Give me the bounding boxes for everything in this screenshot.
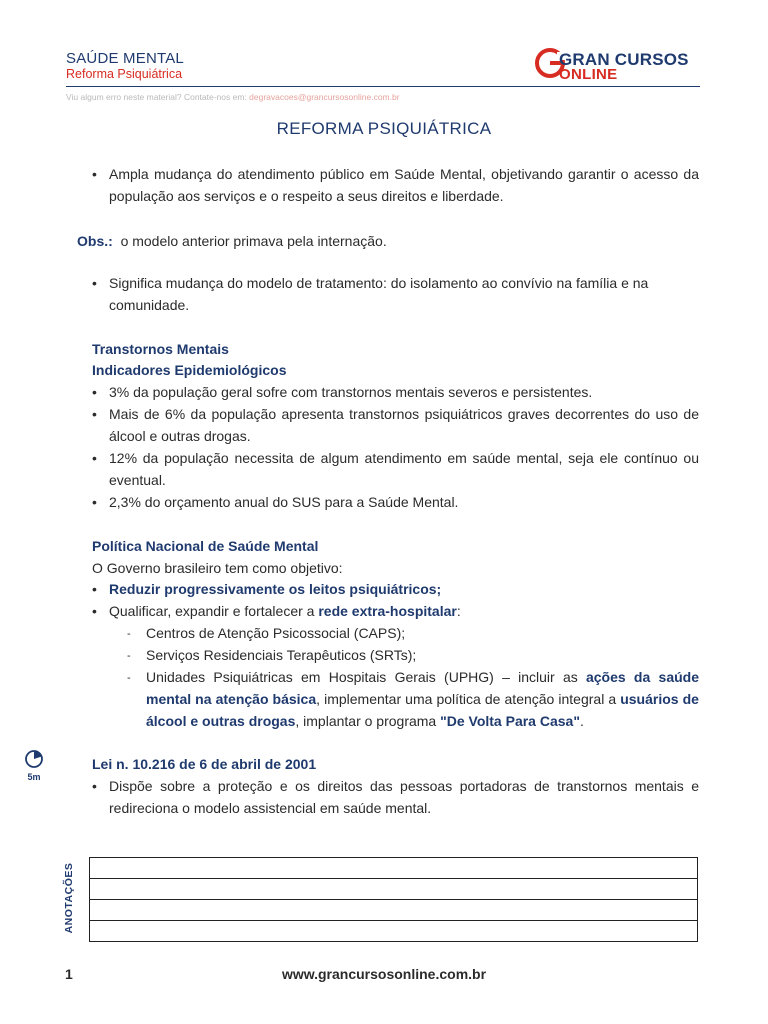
page-title: REFORMA PSIQUIÁTRICA [276, 119, 492, 138]
footer-website[interactable]: www.grancursosonline.com.br [281, 966, 487, 982]
politica-bullet-2 [109, 600, 699, 622]
gran-cursos-logo [535, 48, 701, 84]
bullet-dot: • [92, 581, 97, 597]
notes-label-text: ANOTAÇÕES [63, 862, 75, 934]
bullet-dot: • [92, 778, 97, 794]
text-run: : [456, 603, 461, 619]
header-divider [66, 86, 700, 87]
obs-label: Obs.: [77, 233, 113, 249]
notes-line [90, 878, 697, 879]
indicator-item: 12% da população necessita de algum atendimento em saúde mental, seja ele contínuo ou eventual. [109, 450, 699, 488]
politica-intro: O Governo brasileiro tem como objetivo: [92, 560, 343, 576]
dash-marker: - [127, 672, 131, 684]
heading-indicadores: Indicadores Epidemiológicos [92, 362, 287, 378]
indicator-item: 3% da população geral sofre com transtornos mentais severos e persistentes. [109, 384, 593, 400]
intro-bullet-1: Ampla mudança do atendimento público em Saúde Mental, objetivando garantir o acesso da população aos serviços e o respeito a seus direitos e liberdade. [109, 166, 699, 204]
bullet-dot: • [92, 166, 97, 182]
heading-politica-nacional: Política Nacional de Saúde Mental [92, 538, 319, 554]
bullet-dot: • [92, 450, 97, 466]
intro-bullet-2: Significa mudança do modelo de tratamento: do isolamento ao convívio na família e na comunidade. [109, 275, 649, 313]
politica-bullet-1 [109, 578, 699, 600]
politica-bullet-1-text: Reduzir progressivamente os leitos psiquiátricos; [109, 581, 442, 597]
bullet-dot: • [92, 406, 97, 422]
obs-note [77, 230, 697, 252]
notes-line [90, 920, 697, 921]
text-run: , implementar uma política de atenção integral a [316, 691, 621, 707]
page-number: 1 [65, 966, 73, 982]
obs-text: o modelo anterior primava pela internação. [120, 233, 387, 249]
text-run-bold: ações da saúde mental na atenção básica [146, 669, 699, 707]
bullet-dot: • [92, 603, 97, 619]
notes-line [90, 899, 697, 900]
timer-label: 5m [27, 772, 41, 782]
text-run-bold: rede extra-hospitalar [318, 603, 457, 619]
text-run-bold: "De Volta Para Casa" [440, 713, 580, 729]
indicator-item: Mais de 6% da população apresenta transtornos psiquiátricos graves decorrentes do uso de álcool e outras drogas. [109, 406, 699, 444]
contact-prefix: Viu algum erro neste material? Contate-nos em: [66, 92, 250, 102]
bullet-dot: • [92, 494, 97, 510]
bullet-dot: • [92, 384, 97, 400]
politica-sub-item: Serviços Residenciais Terapêuticos (SRTs); [146, 647, 417, 663]
bullet-dot: • [92, 275, 97, 291]
dash-marker: - [127, 650, 131, 662]
logo-text-online: ONLINE [559, 66, 618, 83]
contact-notice [66, 92, 400, 102]
indicator-item: 2,3% do orçamento anual do SUS para a Saúde Mental. [109, 494, 459, 510]
notes-label [58, 858, 80, 938]
logo-text-gran-cursos: GRAN CURSOS [559, 50, 689, 69]
text-run: . [579, 713, 584, 729]
contact-email-link[interactable]: degravacoes@grancursosonline.com.br [249, 92, 400, 102]
dash-marker: - [127, 628, 131, 640]
lei-bullet: Dispõe sobre a proteção e os direitos das pessoas portadoras de transtornos mentais e redireciona o modelo assistencial em saúde mental. [109, 778, 699, 816]
politica-sub-item: Centros de Atenção Psicossocial (CAPS); [146, 625, 406, 641]
header-course-subtitle: Reforma Psiquiátrica [66, 67, 183, 81]
text-run: , implantar o programa [295, 713, 441, 729]
timer-icon [24, 749, 44, 769]
text-run: Unidades Psiquiátricas em Hospitais Gerais (UPHG) – incluir as [146, 669, 586, 685]
text-run: Qualificar, expandir e fortalecer a [109, 603, 319, 619]
notes-box[interactable] [89, 857, 698, 942]
heading-lei: Lei n. 10.216 de 6 de abril de 2001 [92, 756, 317, 772]
header-course-title: SAÚDE MENTAL [66, 50, 184, 67]
politica-sub-item-uphg [146, 666, 699, 732]
heading-transtornos-mentais: Transtornos Mentais [92, 341, 229, 357]
text-run-bold: usuários de álcool e outras drogas [146, 691, 699, 729]
